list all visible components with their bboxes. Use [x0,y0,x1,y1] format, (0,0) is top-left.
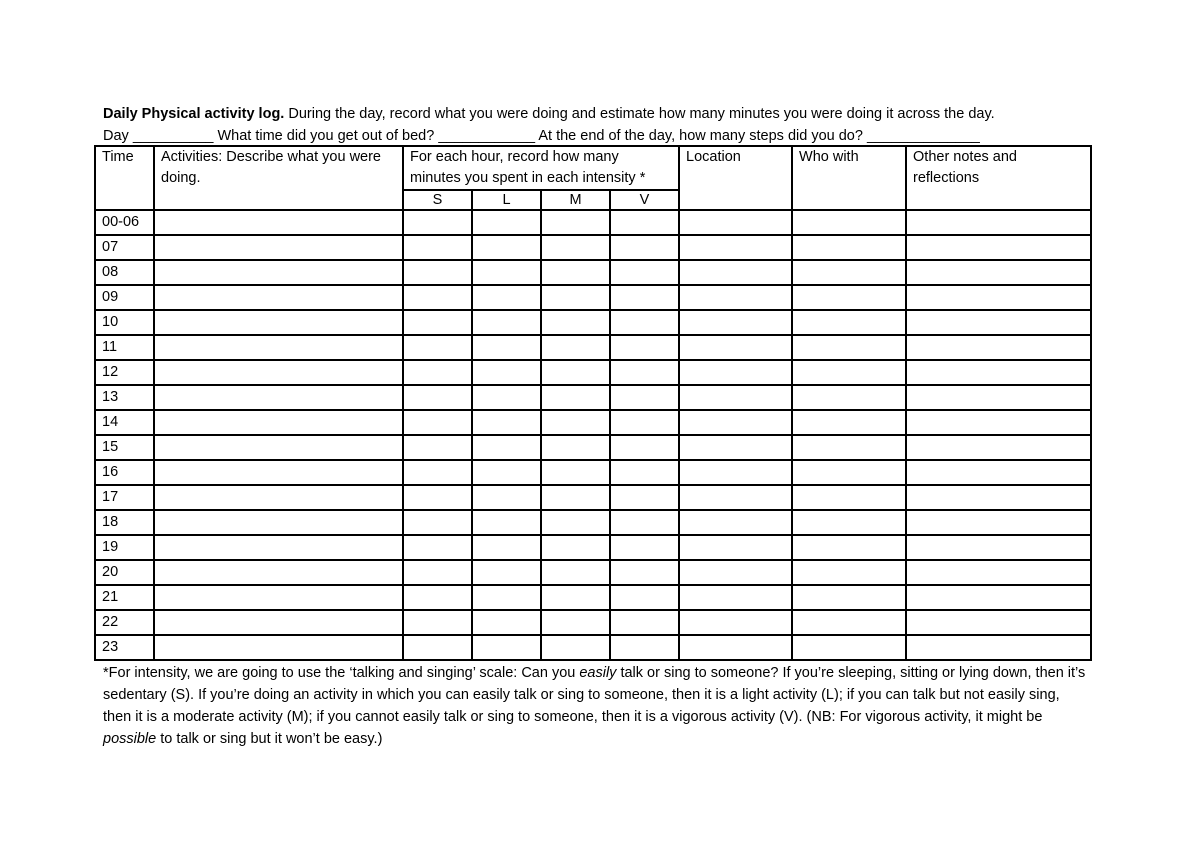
s-minutes-cell[interactable] [403,310,472,335]
v-minutes-cell[interactable] [610,585,679,610]
l-minutes-cell[interactable] [472,260,541,285]
hour-label: 11 [95,335,154,360]
s-minutes-cell[interactable] [403,385,472,410]
l-minutes-cell[interactable] [472,510,541,535]
notes-cell[interactable] [906,435,1091,460]
s-minutes-cell[interactable] [403,510,472,535]
who-with-cell[interactable] [792,310,906,335]
location-cell[interactable] [679,260,792,285]
header-minutes: For each hour, record how many minutes you spent in each intensity * [403,146,679,190]
who-with-cell[interactable] [792,510,906,535]
hour-row [95,385,1091,410]
notes-cell[interactable] [906,235,1091,260]
header-location: Location [679,146,792,210]
hour-row [95,560,1091,585]
activities-cell[interactable] [154,610,403,635]
location-cell[interactable] [679,510,792,535]
header-who-with: Who with [792,146,906,210]
s-minutes-cell[interactable] [403,610,472,635]
hour-row [95,585,1091,610]
who-with-cell[interactable] [792,360,906,385]
m-minutes-cell[interactable] [541,635,610,660]
l-minutes-cell[interactable] [472,585,541,610]
activities-cell[interactable] [154,485,403,510]
notes-cell[interactable] [906,385,1091,410]
l-minutes-cell[interactable] [472,435,541,460]
footnote-part-3: to talk or sing but it won’t be easy.) [156,731,383,747]
l-minutes-cell[interactable] [472,285,541,310]
who-with-cell[interactable] [792,460,906,485]
intensity-s: S [403,190,472,210]
m-minutes-cell[interactable] [541,610,610,635]
s-minutes-cell[interactable] [403,235,472,260]
notes-cell[interactable] [906,310,1091,335]
l-minutes-cell[interactable] [472,485,541,510]
l-minutes-cell[interactable] [472,210,541,235]
m-minutes-cell[interactable] [541,210,610,235]
v-minutes-cell[interactable] [610,560,679,585]
v-minutes-cell[interactable] [610,260,679,285]
s-minutes-cell[interactable] [403,410,472,435]
l-minutes-cell[interactable] [472,460,541,485]
m-minutes-cell[interactable] [541,310,610,335]
who-with-cell[interactable] [792,535,906,560]
hour-label: 10 [95,310,154,335]
location-cell[interactable] [679,435,792,460]
notes-cell[interactable] [906,360,1091,385]
activities-cell[interactable] [154,560,403,585]
who-with-cell[interactable] [792,585,906,610]
hour-row [95,210,1091,235]
s-minutes-cell[interactable] [403,485,472,510]
hour-row [95,510,1091,535]
who-with-cell[interactable] [792,285,906,310]
header-row [95,146,1091,190]
l-minutes-cell[interactable] [472,535,541,560]
notes-cell[interactable] [906,335,1091,360]
activity-log-table [94,145,1092,661]
location-cell[interactable] [679,560,792,585]
day-info-line: Day __________ What time did you get out of bed? ____________ At the end of the day, how many steps did you do? ______________ [103,128,980,144]
l-minutes-cell[interactable] [472,410,541,435]
m-minutes-cell[interactable] [541,460,610,485]
m-minutes-cell[interactable] [541,335,610,360]
m-minutes-cell[interactable] [541,260,610,285]
m-minutes-cell[interactable] [541,360,610,385]
l-minutes-cell[interactable] [472,610,541,635]
v-minutes-cell[interactable] [610,235,679,260]
activities-cell[interactable] [154,260,403,285]
activities-cell[interactable] [154,510,403,535]
hour-row [95,635,1091,660]
who-with-cell[interactable] [792,410,906,435]
m-minutes-cell[interactable] [541,485,610,510]
intensity-m: M [541,190,610,210]
l-minutes-cell[interactable] [472,235,541,260]
header-activities: Activities: Describe what you were doing. [154,146,403,210]
intro-line [103,104,995,124]
location-cell[interactable] [679,360,792,385]
s-minutes-cell[interactable] [403,435,472,460]
hour-row [95,235,1091,260]
v-minutes-cell[interactable] [610,310,679,335]
l-minutes-cell[interactable] [472,335,541,360]
hour-row [95,260,1091,285]
who-with-cell[interactable] [792,435,906,460]
activities-cell[interactable] [154,460,403,485]
location-cell[interactable] [679,410,792,435]
s-minutes-cell[interactable] [403,285,472,310]
hour-row [95,410,1091,435]
v-minutes-cell[interactable] [610,410,679,435]
v-minutes-cell[interactable] [610,210,679,235]
hour-label: 19 [95,535,154,560]
l-minutes-cell[interactable] [472,385,541,410]
m-minutes-cell[interactable] [541,235,610,260]
l-minutes-cell[interactable] [472,560,541,585]
location-cell[interactable] [679,310,792,335]
hour-label: 15 [95,435,154,460]
l-minutes-cell[interactable] [472,635,541,660]
footnote-emphasis-easily: easily [579,665,617,681]
footnote-part-1: *For intensity, we are going to use the ‘talking and singing’ scale: Can you [103,665,580,681]
notes-cell[interactable] [906,260,1091,285]
hour-label: 14 [95,410,154,435]
intensity-footnote [103,662,1088,750]
hour-label: 18 [95,510,154,535]
v-minutes-cell[interactable] [610,485,679,510]
v-minutes-cell[interactable] [610,460,679,485]
hour-label: 12 [95,360,154,385]
location-cell[interactable] [679,460,792,485]
m-minutes-cell[interactable] [541,385,610,410]
v-minutes-cell[interactable] [610,435,679,460]
who-with-cell[interactable] [792,610,906,635]
m-minutes-cell[interactable] [541,535,610,560]
activities-cell[interactable] [154,360,403,385]
v-minutes-cell[interactable] [610,535,679,560]
activities-cell[interactable] [154,310,403,335]
who-with-cell[interactable] [792,560,906,585]
s-minutes-cell[interactable] [403,260,472,285]
m-minutes-cell[interactable] [541,560,610,585]
activities-cell[interactable] [154,635,403,660]
l-minutes-cell[interactable] [472,310,541,335]
location-cell[interactable] [679,610,792,635]
location-cell[interactable] [679,585,792,610]
notes-cell[interactable] [906,210,1091,235]
v-minutes-cell[interactable] [610,285,679,310]
activities-cell[interactable] [154,410,403,435]
s-minutes-cell[interactable] [403,560,472,585]
notes-cell[interactable] [906,460,1091,485]
m-minutes-cell[interactable] [541,410,610,435]
v-minutes-cell[interactable] [610,635,679,660]
header-notes: Other notes and reflections [906,146,1091,210]
location-cell[interactable] [679,485,792,510]
l-minutes-cell[interactable] [472,360,541,385]
hour-label: 22 [95,610,154,635]
location-cell[interactable] [679,635,792,660]
m-minutes-cell[interactable] [541,285,610,310]
activities-cell[interactable] [154,435,403,460]
hour-row [95,535,1091,560]
intensity-v: V [610,190,679,210]
footnote-emphasis-possible: possible [103,731,157,747]
activities-cell[interactable] [154,235,403,260]
notes-cell[interactable] [906,585,1091,610]
s-minutes-cell[interactable] [403,585,472,610]
m-minutes-cell[interactable] [541,510,610,535]
hour-row [95,460,1091,485]
m-minutes-cell[interactable] [541,585,610,610]
notes-cell[interactable] [906,535,1091,560]
v-minutes-cell[interactable] [610,610,679,635]
activities-cell[interactable] [154,385,403,410]
notes-cell[interactable] [906,485,1091,510]
hour-row [95,335,1091,360]
hour-label: 16 [95,460,154,485]
m-minutes-cell[interactable] [541,435,610,460]
who-with-cell[interactable] [792,235,906,260]
s-minutes-cell[interactable] [403,535,472,560]
location-cell[interactable] [679,335,792,360]
hour-label: 20 [95,560,154,585]
activities-cell[interactable] [154,210,403,235]
v-minutes-cell[interactable] [610,385,679,410]
who-with-cell[interactable] [792,485,906,510]
who-with-cell[interactable] [792,210,906,235]
location-cell[interactable] [679,535,792,560]
activities-cell[interactable] [154,335,403,360]
who-with-cell[interactable] [792,635,906,660]
hour-label: 00-06 [95,210,154,235]
s-minutes-cell[interactable] [403,360,472,385]
hour-label: 23 [95,635,154,660]
location-cell[interactable] [679,385,792,410]
activities-cell[interactable] [154,285,403,310]
hour-row [95,485,1091,510]
intro-instructions: During the day, record what you were doing and estimate how many minutes you were doing it across the day. [284,106,995,122]
hour-label: 13 [95,385,154,410]
s-minutes-cell[interactable] [403,210,472,235]
s-minutes-cell[interactable] [403,335,472,360]
hour-row [95,285,1091,310]
hour-label: 08 [95,260,154,285]
who-with-cell[interactable] [792,260,906,285]
activities-cell[interactable] [154,585,403,610]
hour-label: 21 [95,585,154,610]
hour-row [95,360,1091,385]
who-with-cell[interactable] [792,385,906,410]
notes-cell[interactable] [906,610,1091,635]
notes-cell[interactable] [906,510,1091,535]
header-time: Time [95,146,154,210]
s-minutes-cell[interactable] [403,635,472,660]
log-title: Daily Physical activity log. [103,106,285,122]
v-minutes-cell[interactable] [610,360,679,385]
v-minutes-cell[interactable] [610,335,679,360]
footnote-part-2: talk or sing to someone? If you’re sleeping, sitting or lying down, then it’s sedentary (S). If you’re doing an activity in which you can easily talk or sing to someone, then it is a light activity (L); if you can talk but not easily sing, then it is a moderate activity (M); if you cannot easily talk or sing to someone, then it is a vigorous activity (V). (NB: For vigorous activity, it might be [103,665,1086,725]
hour-label: 17 [95,485,154,510]
location-cell[interactable] [679,235,792,260]
intensity-l: L [472,190,541,210]
notes-cell[interactable] [906,635,1091,660]
hour-row [95,610,1091,635]
location-cell[interactable] [679,285,792,310]
location-cell[interactable] [679,210,792,235]
hour-row [95,435,1091,460]
hour-row [95,310,1091,335]
notes-cell[interactable] [906,560,1091,585]
notes-cell[interactable] [906,410,1091,435]
hour-label: 07 [95,235,154,260]
activities-cell[interactable] [154,535,403,560]
notes-cell[interactable] [906,285,1091,310]
hour-label: 09 [95,285,154,310]
who-with-cell[interactable] [792,335,906,360]
s-minutes-cell[interactable] [403,460,472,485]
v-minutes-cell[interactable] [610,510,679,535]
